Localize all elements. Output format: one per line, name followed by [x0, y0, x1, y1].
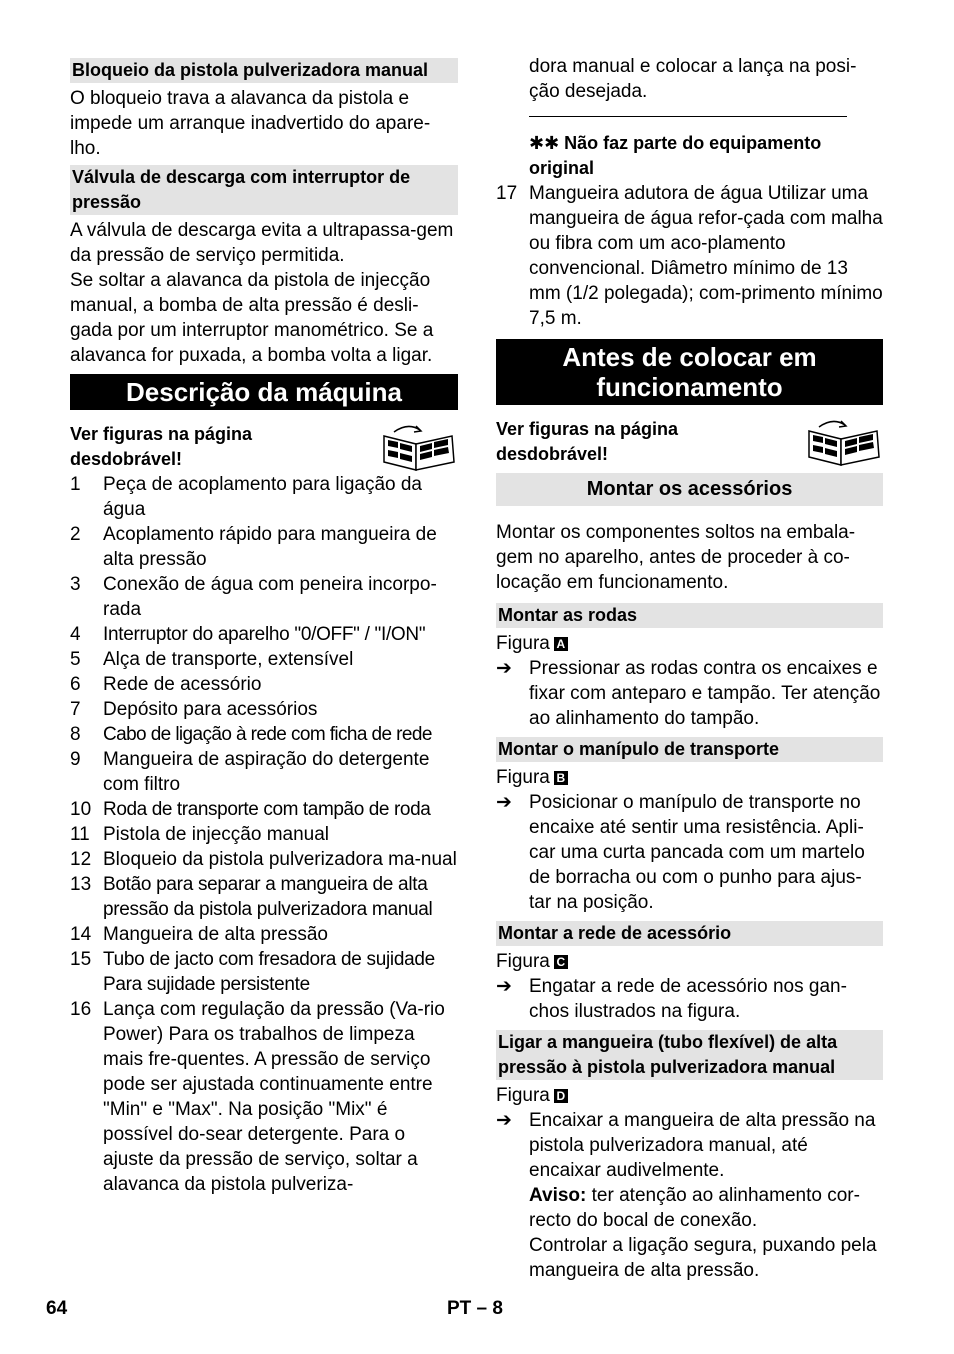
- instruction-step: ➔ Encaixar a mangueira de alta pressão na pistola pulverizadora manual, até encaixar audivelmente. Aviso: ter atenção ao alinhamento cor-recto do bocal de conexão. Controlar a ligação segura, puxando pela mangueira de alta pressão.: [496, 1108, 883, 1283]
- figure-reference: Figura A: [496, 631, 883, 656]
- list-item: 15 Tubo de jacto com fresadora de sujidade Para sujidade persistente: [70, 949, 435, 995]
- figure-reference: Figura B: [496, 765, 883, 790]
- list-item: 2 Acoplamento rápido para mangueira de alta pressão: [70, 524, 437, 570]
- heading-mount-accessory-net: Montar a rede de acessório: [496, 921, 883, 946]
- list-item: 17 Mangueira adutora de água Utilizar uma mangueira de água refor-çada com malha ou fibra com um aco-plamento convencional. Diâmetro mínimo de 13 mm (1/2 polegada); com-primento mínimo 7,5 m.: [496, 183, 883, 329]
- fold-out-reference: [70, 422, 458, 472]
- arrow-icon: ➔: [496, 792, 512, 813]
- heading-connect-hose: Ligar a mangueira (tubo flexível) de alta pressão à pistola pulverizadora manual: [496, 1030, 883, 1080]
- instruction-step: ➔ Posicionar o manípulo de transporte no encaixe até sentir uma resistência. Apli-car uma curta pancada com um martelo de borracha ou com o punho para ajus-tar na posição.: [496, 792, 865, 913]
- figure-badge: C: [554, 955, 568, 969]
- list-item: 7 Depósito para acessórios: [70, 699, 318, 720]
- figure-badge: A: [554, 637, 568, 651]
- heading-mount-accessories: Montar os acessórios: [496, 473, 883, 506]
- paragraph-relief-valve-1: A válvula de descarga evita a ultrapassa-gem da pressão de serviço permitida.: [70, 220, 454, 266]
- figure-reference: Figura C: [496, 949, 883, 974]
- figure-badge: B: [554, 771, 568, 785]
- figure-reference: Figura D: [496, 1083, 883, 1108]
- heading-relief-valve: Válvula de descarga com interruptor de pressão: [70, 165, 458, 215]
- list-item-continuation: dora manual e colocar a lança na posi-ção desejada.: [529, 56, 857, 102]
- footnote: ✱✱ Não faz parte do equipamento original: [529, 133, 822, 178]
- paragraph-gun-lock: O bloqueio trava a alavanca da pistola e impede um arranque inadvertido do apare-lho.: [70, 88, 431, 159]
- list-item: 14 Mangueira de alta pressão: [70, 924, 328, 945]
- list-item: 5 Alça de transporte, extensível: [70, 649, 354, 670]
- list-item: 10 Roda de transporte com tampão de roda: [70, 799, 431, 820]
- machine-parts-list: [70, 472, 458, 1197]
- notice-label: Aviso:: [529, 1185, 587, 1206]
- open-book-icon: [805, 417, 883, 467]
- fold-out-reference-text: Ver figuras na página desdobrável!: [70, 424, 253, 469]
- language-page-label: PT – 8: [447, 1298, 503, 1319]
- list-item: 6 Rede de acessório: [70, 674, 262, 695]
- open-book-icon: [380, 422, 458, 472]
- heading-mount-handle: Montar o manípulo de transporte: [496, 737, 883, 762]
- list-item: 4 Interruptor do aparelho "0/OFF" / "I/ON": [70, 624, 426, 645]
- paragraph-mount-accessories: Montar os componentes soltos na embala-gem no aparelho, antes de proceder à co-locação em funcionamento.: [496, 522, 856, 593]
- arrow-icon: ➔: [496, 976, 512, 997]
- paragraph-relief-valve-2: Se soltar a alavanca da pistola de injecção manual, a bomba de alta pressão é desli-gada por um interruptor manométrico. Se a alavanca for puxada, a bomba volta a ligar.: [70, 270, 434, 366]
- fold-out-reference: [496, 417, 883, 467]
- arrow-icon: ➔: [496, 658, 512, 679]
- list-item: 13 Botão para separar a mangueira de alta pressão da pistola pulverizadora manual: [70, 874, 433, 920]
- list-item: 11 Pistola de injecção manual: [70, 824, 330, 845]
- list-item: 9 Mangueira de aspiração do detergente com filtro: [70, 749, 430, 795]
- heading-mount-wheels: Montar as rodas: [496, 603, 883, 628]
- section-title-machine-description: Descrição da máquina: [70, 374, 458, 410]
- right-column: [496, 54, 883, 1283]
- list-item: 12 Bloqueio da pistola pulverizadora ma-nual: [70, 849, 457, 870]
- fold-out-reference-text: Ver figuras na página desdobrável!: [496, 419, 679, 464]
- section-title-before-start: Antes de colocar em funcionamento: [496, 339, 883, 405]
- heading-gun-lock: Bloqueio da pistola pulverizadora manual: [70, 58, 458, 83]
- instruction-step: ➔ Engatar a rede de acessório nos gan-chos ilustrados na figura.: [496, 976, 847, 1022]
- footnote-divider: [529, 116, 847, 117]
- figure-badge: D: [554, 1089, 568, 1103]
- arrow-icon: ➔: [496, 1110, 512, 1131]
- left-column: [70, 54, 458, 1197]
- list-item: 3 Conexão de água com peneira incorpo-rada: [70, 574, 437, 620]
- list-item: 8 Cabo de ligação à rede com ficha de rede: [70, 724, 432, 745]
- notice: Aviso: ter atenção ao alinhamento cor-recto do bocal de conexão.: [529, 1185, 860, 1231]
- instruction-step: ➔ Pressionar as rodas contra os encaixes e fixar com anteparo e tampão. Ter atenção ao alinhamento do tampão.: [496, 658, 881, 729]
- page-number: 64: [46, 1298, 68, 1319]
- list-item: 16 Lança com regulação da pressão (Va-rio Power) Para os trabalhos de limpeza mais fre-quentes. A pressão de serviço pode ser ajustada continuamente entre "Min" e "Max". Na posição "Mix" é possível do-sear detergente. Para o ajuste da pressão de serviço, soltar a alavanca da pistola pulveriza-: [70, 999, 445, 1195]
- list-item: 1 Peça de acoplamento para ligação da água: [70, 474, 423, 520]
